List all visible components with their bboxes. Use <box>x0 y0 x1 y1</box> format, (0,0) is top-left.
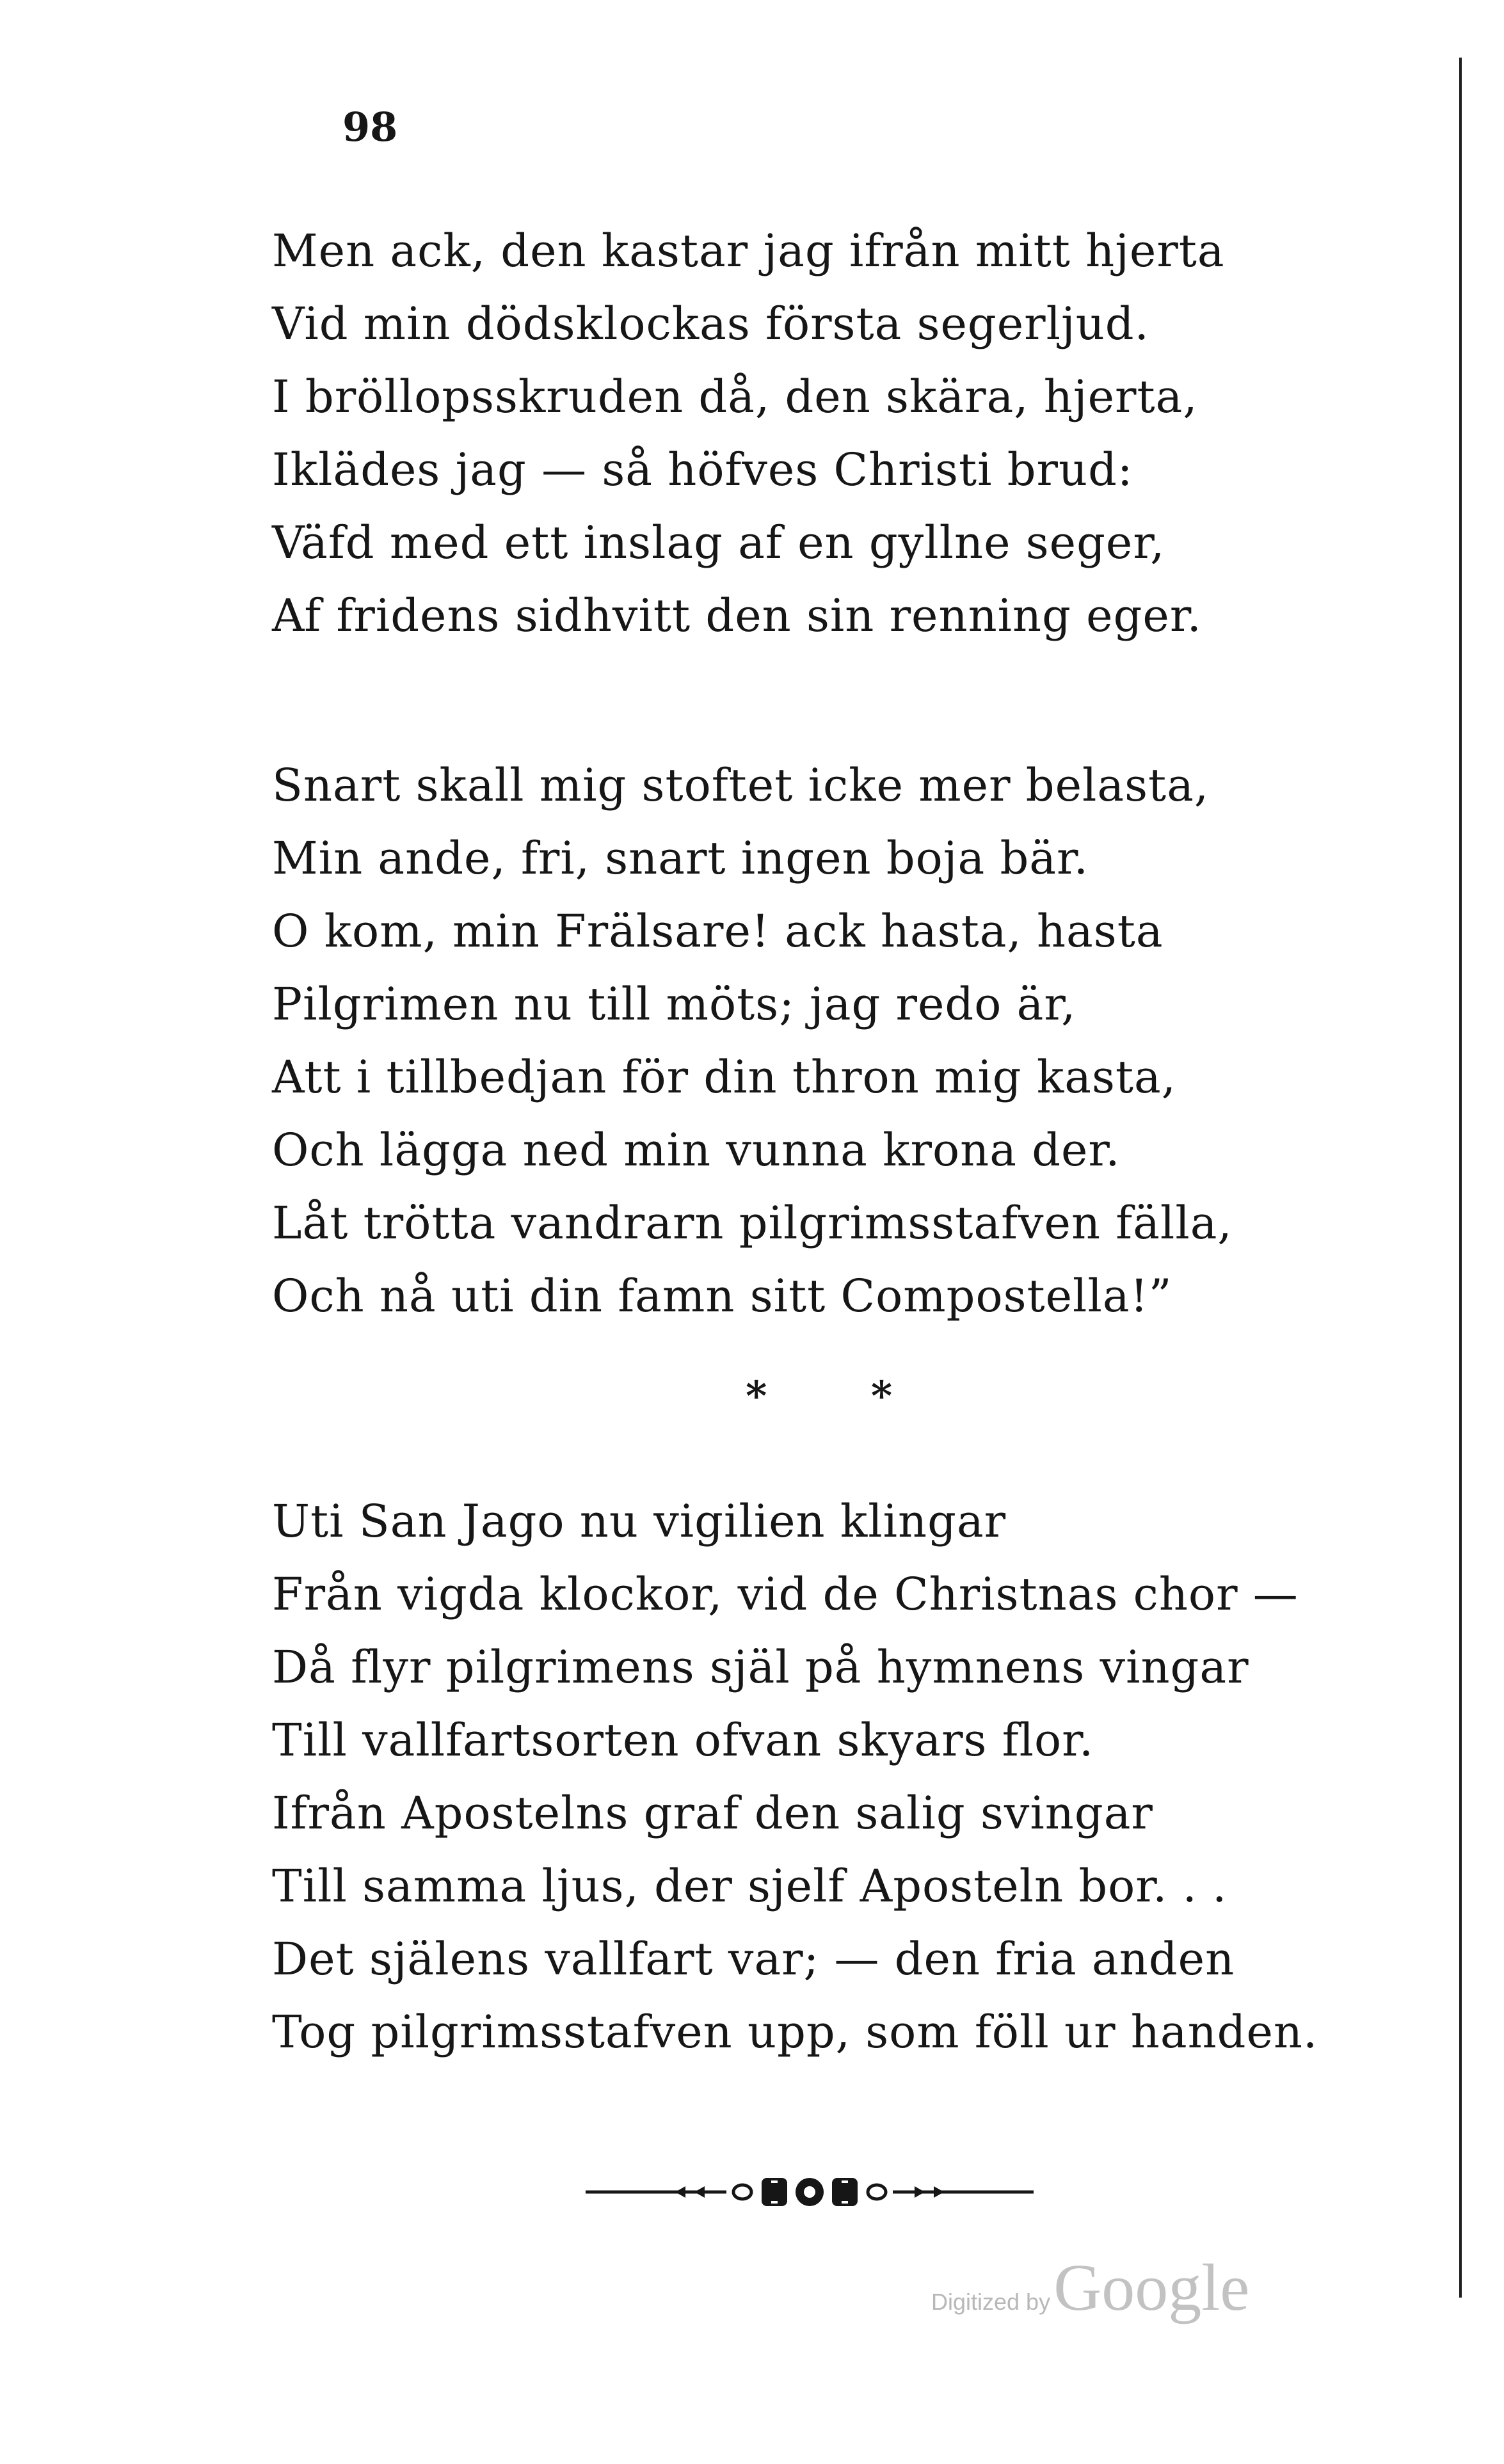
watermark-brand: Google <box>1053 2251 1250 2324</box>
verse-line: Snart skall mig stoftet icke mer belasta, <box>272 759 1210 812</box>
watermark-prefix: Digitized by <box>931 2289 1051 2315</box>
verse-line: Väfd med ett inslag af en gyllne seger, <box>272 516 1165 569</box>
verse-line: Pilgrimen nu till möts; jag redo är, <box>272 978 1076 1030</box>
verse-line: Att i tillbedjan för din thron mig kasta, <box>272 1051 1177 1103</box>
verse-line: Uti San Jago nu vigilien klingar <box>272 1495 1007 1548</box>
verse-line: Iklädes jag — så höfves Christi brud: <box>272 444 1133 496</box>
verse-line: Låt trötta vandrarn pilgrimsstafven fälla, <box>272 1197 1233 1249</box>
verse-line: Det själens vallfart var; — den fria anden <box>272 1933 1235 1985</box>
verse-line: Men ack, den kastar jag ifrån mitt hjerta <box>272 225 1225 277</box>
stanza-2 <box>272 749 1233 1332</box>
verse-line: I bröllopsskruden då, den skära, hjerta, <box>272 371 1198 423</box>
verse-line: Då flyr pilgrimens själ på hymnens vingar <box>272 1641 1249 1693</box>
verse-line: Min ande, fri, snart ingen boja bär. <box>272 832 1089 884</box>
verse-line: Och lägga ned min vunna krona der. <box>272 1124 1121 1176</box>
page-edge-rule <box>1459 58 1462 2298</box>
tailpiece-ornament <box>579 2173 1040 2211</box>
stanza-3 <box>272 1485 1318 2068</box>
verse-line: Och nå uti din famn sitt Compostella!” <box>272 1270 1172 1322</box>
verse-line: Till samma ljus, der sjelf Aposteln bor. . . <box>272 1860 1228 1912</box>
verse-line: Från vigda klockor, vid de Christnas chor — <box>272 1568 1299 1620</box>
verse-line: Till vallfartsorten ofvan skyars flor. <box>272 1714 1094 1766</box>
verse-line: Vid min dödsklockas första segerljud. <box>272 298 1149 350</box>
verse-line: O kom, min Frälsare! ack hasta, hasta <box>272 905 1164 957</box>
section-asterism: * * <box>746 1372 938 1420</box>
verse-line: Ifrån Apostelns graf den salig svingar <box>272 1787 1153 1839</box>
digitized-by-google-watermark <box>931 2250 1249 2326</box>
verse-line: Tog pilgrimsstafven upp, som föll ur handen. <box>272 2006 1318 2058</box>
page-number: 98 <box>342 104 398 150</box>
stanza-1 <box>272 214 1225 652</box>
verse-line: Af fridens sidhvitt den sin renning eger. <box>272 589 1202 642</box>
